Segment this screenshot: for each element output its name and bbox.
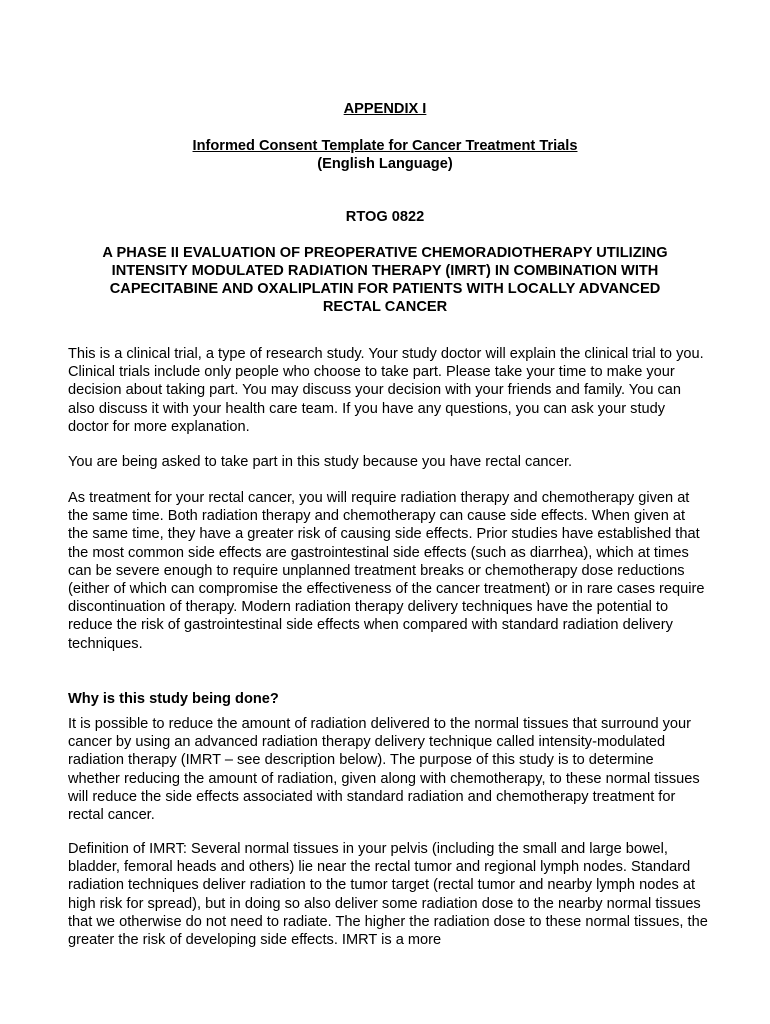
language-note: (English Language) xyxy=(317,156,453,172)
study-title: A PHASE II EVALUATION OF PREOPERATIVE CHEMORADIOTHERAPY UTILIZING INTENSITY MODULATED RADIATION THERAPY (IMRT) IN COMBINATION WITH CAPECITABINE AND OXALIPLATIN FOR PATIENTS WITH LOCALLY ADVANCED RECTAL CANCER xyxy=(102,245,668,315)
protocol-number: RTOG 0822 xyxy=(345,209,425,225)
why-heading: Why is this study being done? xyxy=(68,691,279,707)
intro-paragraph: This is a clinical trial, a type of research study. Your study doctor will explain the clinical trial to you. Clinical trials include only people who choose to take part. Please take your time to make your decision about taking part. You may discuss your decision with your friends and family. You can also discuss it with your health care team. If you have any questions, you can ask your study doctor for more explanation. xyxy=(68,346,704,435)
treatment-paragraph: As treatment for your rectal cancer, you will require radiation therapy and chemotherapy given at the same time. Both radiation therapy and chemotherapy can cause side effects. When given at the same time, they have a greater risk of causing side effects. Prior studies have established that the most common side effects are gastrointestinal side effects (such as diarrhea), which at times can be severe enough to require unplanned treatment breaks or chemotherapy dose reductions (either of which can compromise the effectiveness of the cancer treatment) or in rare cases require discontinuation of therapy. Modern radiation therapy delivery techniques have the potential to reduce the risk of gastrointestinal side effects when compared with standard radiation delivery techniques. xyxy=(68,490,705,652)
template-title: Informed Consent Template for Cancer Treatment Trials xyxy=(192,138,578,154)
appendix-heading: APPENDIX I xyxy=(343,101,427,117)
imrt-definition-paragraph: Definition of IMRT: Several normal tissues in your pelvis (including the small and large bowel, bladder, femoral heads and others) lie near the rectal tumor and regional lymph nodes. Standard radiation techniques deliver radiation to the tumor target (rectal tumor and nearby lymph nodes at high risk for spread), but in doing so also deliver some radiation dose to the nearby normal tissues that we otherwise do not need to radiate. The higher the radiation dose to these normal tissues, the greater the risk of developing side effects. IMRT is a more xyxy=(68,841,708,949)
reason-paragraph: You are being asked to take part in this study because you have rectal cancer. xyxy=(68,454,573,470)
why-paragraph: It is possible to reduce the amount of radiation delivered to the normal tissues that surround your cancer by using an advanced radiation therapy delivery technique called intensity-modulated radiation therapy (IMRT – see description below). The purpose of this study is to determine whether reducing the amount of radiation, given along with chemotherapy, to these normal tissues will reduce the side effects associated with standard radiation and chemotherapy treatment for rectal cancer. xyxy=(68,716,700,824)
